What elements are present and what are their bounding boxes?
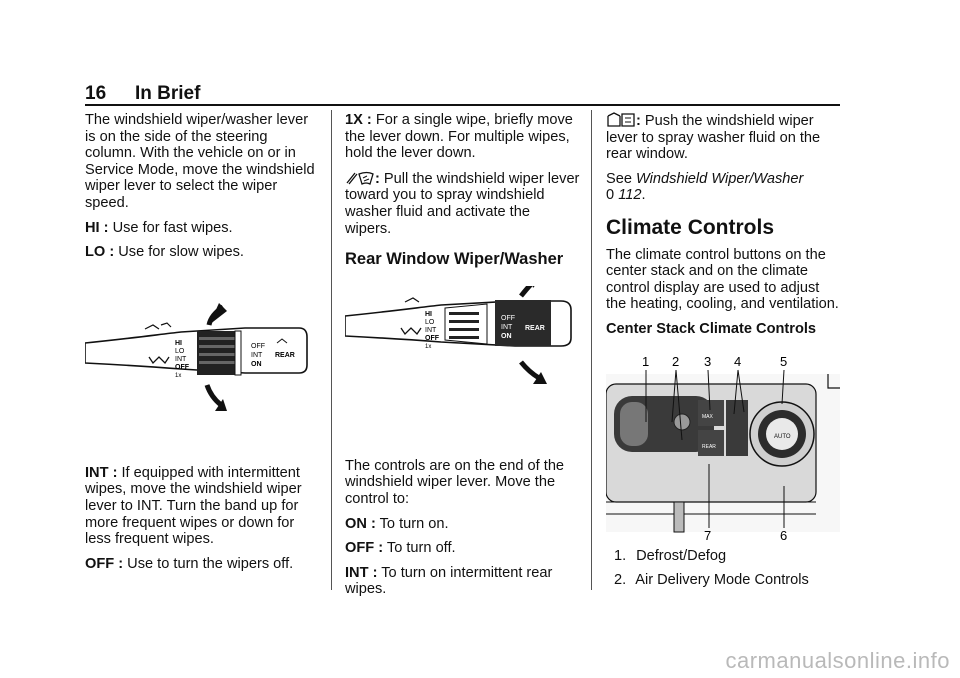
rear-lever-lo-label: LO (425, 318, 435, 326)
switch-int-label: INT (251, 351, 263, 359)
lever-off-label: OFF (175, 363, 189, 371)
column-2 (345, 112, 580, 606)
hi-entry (85, 220, 317, 237)
page-number: 16 (85, 83, 107, 104)
callout-1: 1 (642, 353, 650, 369)
rear-on-text: To turn on. (375, 515, 449, 532)
hi-text: Use for fast wipes. (108, 219, 233, 236)
rear-switch-rear-label: REAR (525, 324, 545, 332)
climate-controls-figure (606, 352, 840, 542)
switch-on-label: ON (251, 360, 262, 368)
hi-term: HI : (85, 219, 109, 236)
column-1 (85, 112, 317, 580)
off-entry (85, 556, 317, 573)
lever-lo-label: LO (175, 347, 185, 355)
rear-on-term: ON : (345, 515, 376, 532)
rear-controls-intro: The controls are on the end of the windshield wiper lever. Move the control to: (345, 457, 565, 507)
rear-off-entry (345, 540, 580, 557)
list-item: 1. Defrost/Defog (614, 547, 727, 564)
rear-wiper-heading: Rear Window Wiper/Washer (345, 250, 564, 269)
panel-auto-label: AUTO (774, 433, 791, 440)
rear-int-text: To turn on intermittent rear wipes. (345, 564, 553, 598)
switch-off-label: OFF (251, 342, 265, 350)
rear-washer-icon (606, 112, 636, 128)
page-header (85, 83, 840, 103)
watermark: carmanualsonline.info (725, 648, 950, 673)
rear-on-entry (345, 516, 580, 533)
wash-text: Pull the windshield wiper lever toward you to spray windshield washer fluid and activate the wipers. (345, 170, 580, 237)
lever-int-label: INT (175, 355, 187, 363)
rear-lever-1x-label: 1x (425, 343, 432, 350)
center-stack-subheading: Center Stack Climate Controls (606, 320, 817, 337)
section-title: In Brief (135, 83, 201, 104)
off-term: OFF : (85, 555, 124, 572)
int-text: If equipped with intermittent wipes, move the windshield wiper lever to INT. Turn the band up for more frequent wipes or down for less frequent wipes. (85, 464, 302, 548)
rear-int-entry (345, 565, 580, 598)
lever-hi-label: HI (175, 339, 182, 347)
callout-6: 6 (780, 527, 788, 542)
lo-text: Use for slow wipes. (114, 244, 244, 261)
callout-4: 4 (734, 353, 742, 369)
panel-max-label: MAX (702, 413, 713, 420)
onex-term: 1X : (345, 112, 372, 128)
column-divider-2 (591, 110, 592, 590)
lever-1x-label: 1x (175, 372, 182, 379)
page-arrow-icon: 0 (606, 187, 615, 204)
wiper-intro: The windshield wiper/washer lever is on the side of the steering column. With the vehicle on or in Service Mode, move the windshield wiper lever to select the wiper speed. (85, 112, 315, 211)
lo-term: LO : (85, 244, 115, 261)
onex-entry (345, 112, 580, 162)
rear-off-term: OFF : (345, 540, 384, 557)
off-text: Use to turn the wipers off. (123, 555, 294, 572)
int-entry (85, 465, 317, 548)
climate-intro: The climate control buttons on the center stack and on the climate control display are used to adjust the heating, cooling, and ventilation. (606, 246, 839, 313)
switch-rear-label: REAR (275, 351, 295, 359)
callout-2: 2 (672, 353, 680, 369)
rear-lever-off-label: OFF (425, 334, 439, 342)
lo-entry (85, 244, 317, 261)
climate-heading: Climate Controls (606, 215, 775, 239)
wash-entry (345, 170, 580, 237)
rear-wiper-lever-figure (345, 286, 580, 436)
see-reference: See Windshield Wiper/Washer 0 112. (606, 170, 804, 204)
windshield-washer-icon (345, 170, 375, 186)
callout-7: 7 (704, 527, 712, 542)
rear-switch-int-label: INT (501, 323, 513, 331)
wash-term: : (375, 170, 380, 187)
climate-callout-list (606, 548, 840, 589)
onex-text: For a single wipe, briefly move the lever down. For multiple wipes, hold the lever down. (345, 112, 573, 162)
rear-lever-int-label: INT (425, 326, 437, 334)
column-divider-1 (331, 110, 332, 590)
rear-lever-hi-label: HI (425, 310, 432, 318)
rear-wash-text: Push the windshield wiper lever to spray washer fluid on the rear window. (606, 113, 821, 163)
rear-int-term: INT : (345, 564, 378, 581)
callout-5: 5 (780, 353, 788, 369)
int-term: INT : (85, 464, 118, 481)
rear-off-text: To turn off. (383, 540, 456, 557)
callout-3: 3 (704, 353, 712, 369)
panel-rear-label: REAR (702, 443, 716, 450)
list-item: 2. Air Delivery Mode Controls (614, 572, 809, 589)
column-3 (606, 112, 840, 597)
reference-link[interactable]: Windshield Wiper/Washer (636, 170, 804, 187)
rear-wash-term: : (636, 113, 641, 129)
reference-page[interactable]: 112 (618, 187, 642, 204)
rear-switch-on-label: ON (501, 332, 512, 340)
rear-wash-entry (606, 112, 840, 163)
rear-switch-off-label: OFF (501, 314, 515, 322)
wiper-lever-figure (85, 301, 317, 451)
header-rule (85, 104, 840, 106)
